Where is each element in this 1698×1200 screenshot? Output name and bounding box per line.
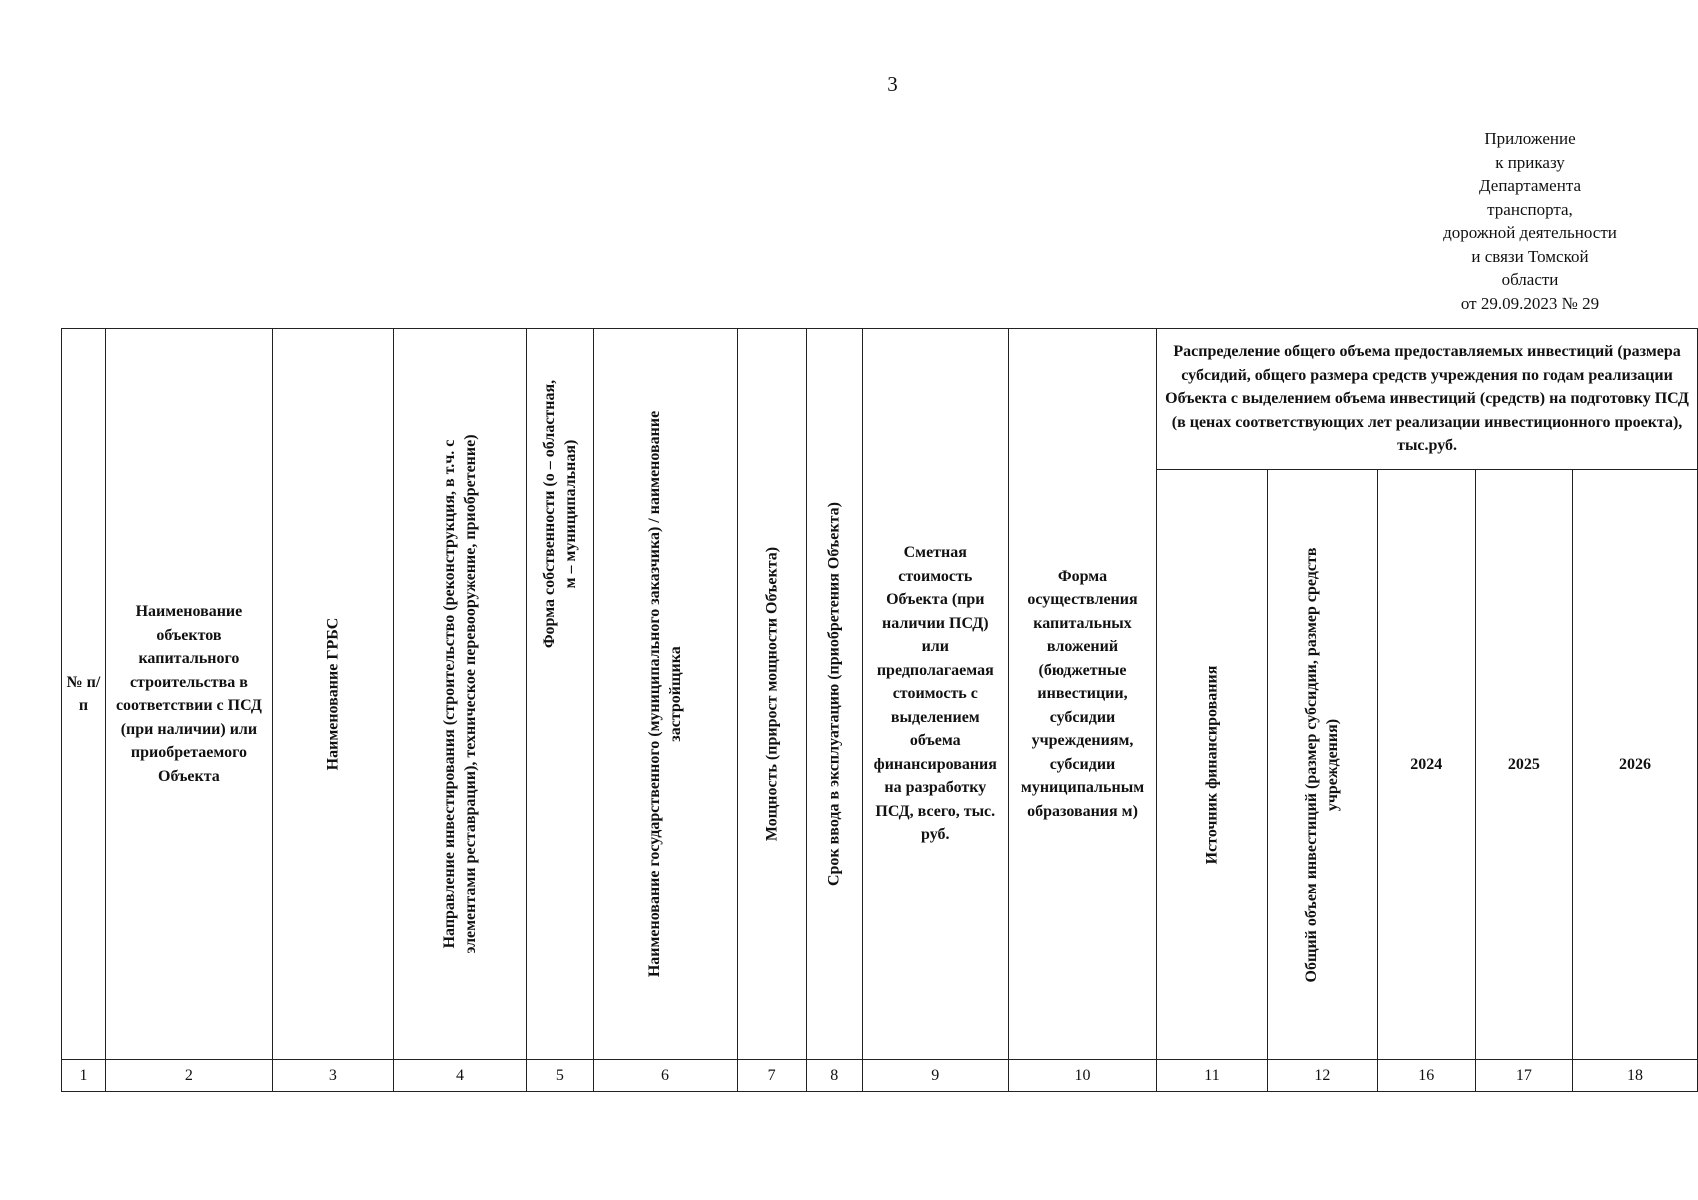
header-capacity [737,329,806,1060]
header-ownership-form-text [539,380,581,648]
appendix-block [1400,127,1660,315]
header-total-investment [1267,470,1377,1060]
header-customer-name-line: застройщика [667,646,685,742]
column-number: 6 [593,1060,737,1092]
header-row-1 [62,329,1698,470]
header-investment-direction [393,329,526,1060]
appendix-line: области [1501,270,1559,289]
appendix-line: к приказу [1495,152,1565,172]
header-year-2024: 2024 [1377,470,1475,1060]
header-investment-direction-line: Направление инвестирования (строительство (реконструкция, в т.ч. с [441,439,458,949]
column-number: 3 [272,1060,393,1092]
header-distribution-group: Распределение общего объема предоставляемых инвестиций (размера субсидий, общего размера средств учреждения по годам реализации Объекта с выделением объема инвестиций (средств) на подготовку ПСД (в ценах соответствующих лет реализации инвестиционного проекта), тыс.руб. [1157,329,1698,470]
appendix-line: Приложение [1484,129,1576,148]
header-funding-source [1157,470,1268,1060]
appendix-line: Департамента [1478,176,1582,195]
header-ownership-form-line: м – муниципальная) [561,439,579,589]
header-investment-form: Форма осуществления капитальных вложений (бюджетные инвестиции, субсидии учреждениям, субсидии муниципальным образования м) [1008,329,1156,1060]
header-customer-name [593,329,737,1060]
header-total-investment-line: учреждения) [1324,718,1342,811]
header-year-2025: 2025 [1475,470,1572,1060]
investment-table [61,328,1698,1092]
header-object-name: Наименование объектов капитального строительства в соответствии с ПСД (при наличии) или приобретаемого Объекта [105,329,272,1060]
column-number: 12 [1267,1060,1377,1092]
header-funding-source-text: Источник финансирования [1203,665,1221,864]
column-number: 2 [105,1060,272,1092]
header-number: № п/п [62,329,106,1060]
column-number: 1 [62,1060,106,1092]
header-grbs [272,329,393,1060]
header-total-investment-text [1301,547,1343,982]
column-number: 11 [1157,1060,1268,1092]
header-estimated-cost: Сметная стоимость Объекта (при наличии ПСД) или предполагаемая стоимость с выделением объема финансирования на разработку ПСД, всего, тыс. руб. [862,329,1008,1060]
header-commissioning-date [806,329,862,1060]
page-number: 3 [887,72,898,96]
appendix-line: и связи Томской [1471,246,1589,266]
header-ownership-form-line: Форма собственности (о – областная, [540,379,558,649]
header-customer-name-text [644,411,686,977]
column-number-row [62,1060,1698,1092]
header-ownership-form [527,329,593,1060]
column-number: 9 [862,1060,1008,1092]
column-number: 10 [1008,1060,1156,1092]
column-number: 4 [393,1060,526,1092]
header-commissioning-date-text: Срок ввода в эксплуатацию (приобретения Объекта) [825,501,843,887]
header-year-2026: 2026 [1572,470,1697,1060]
appendix-line: дорожной деятельности [1443,223,1617,242]
header-investment-direction-line: элементами реставрации), техническое перевооружение, приобретение) [462,434,479,954]
appendix-line: от 29.09.2023 № 29 [1460,293,1600,313]
column-number: 18 [1572,1060,1697,1092]
column-number: 8 [806,1060,862,1092]
column-number: 17 [1475,1060,1572,1092]
column-number: 5 [527,1060,593,1092]
header-grbs-text: Наименование ГРБС [324,617,342,771]
column-number: 16 [1377,1060,1475,1092]
appendix-line: транспорта, [1487,199,1573,219]
header-total-investment-line: Общий объем инвестиций (размер субсидии, размер средств [1303,547,1321,982]
header-customer-name-line: Наименование государственного (муниципального заказчика) / наименование [646,410,664,978]
column-number: 7 [737,1060,806,1092]
header-investment-direction-text [439,434,481,953]
header-capacity-text: Мощность (прирост мощности Объекта) [763,546,781,842]
